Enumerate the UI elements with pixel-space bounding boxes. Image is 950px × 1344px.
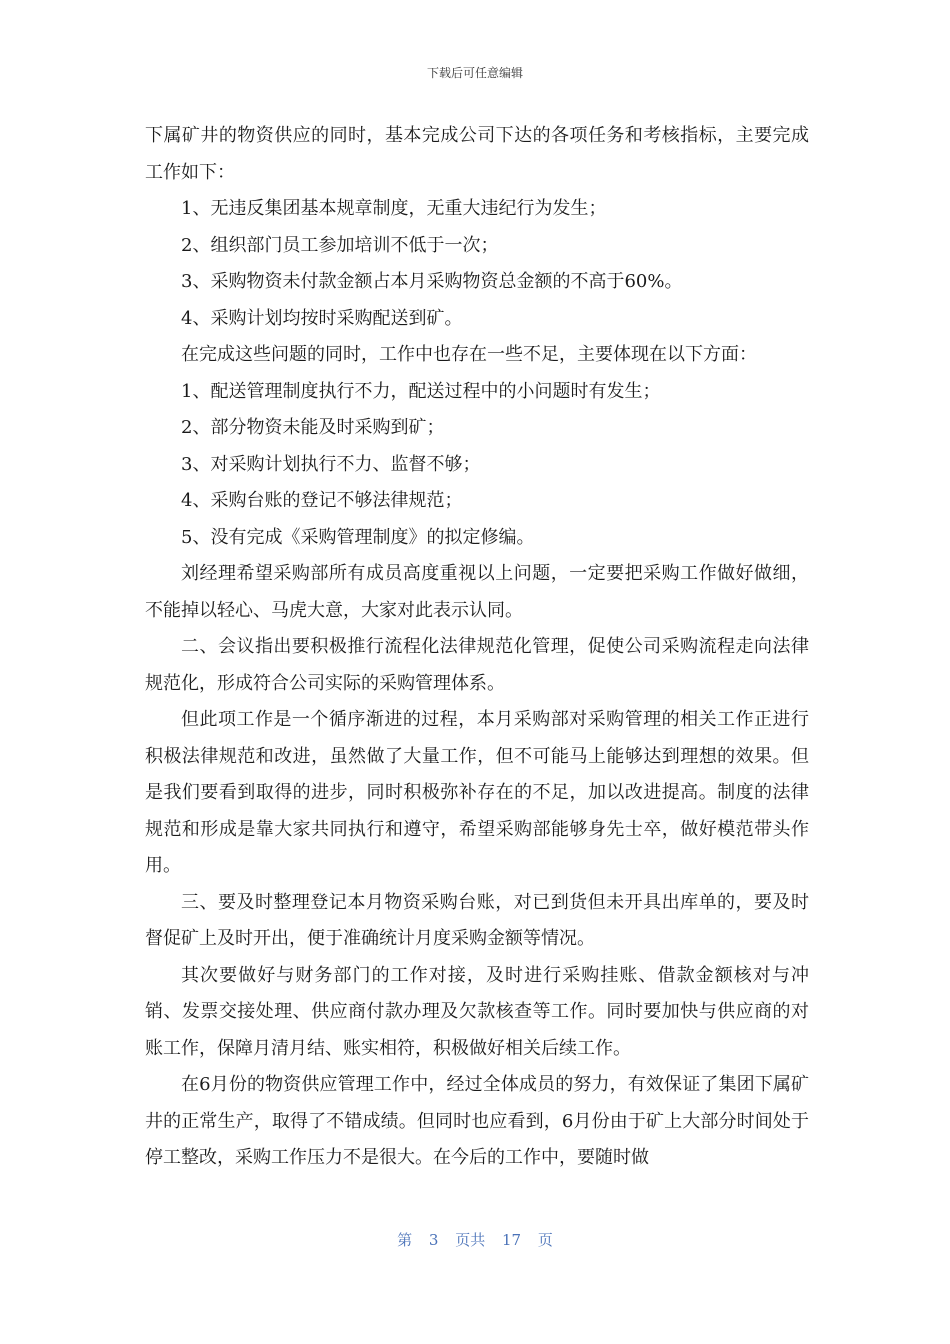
paragraph: 1、配送管理制度执行不力，配送过程中的小问题时有发生； (181, 380, 661, 402)
page-footer (0, 1229, 950, 1250)
paragraph: 4、采购计划均按时采购配送到矿。 (181, 307, 463, 329)
paragraph: 三、要及时整理登记本月物资采购台账，对已到货但未开具出库单的，要及时督促矿上及时开出，便于准确统计月度采购金额等情况。 (145, 891, 809, 949)
document-body (145, 118, 809, 1177)
paragraph: 在完成这些问题的同时，工作中也存在一些不足，主要体现在以下方面： (181, 344, 757, 365)
paragraph: 刘经理希望采购部所有成员高度重视以上问题，一定要把采购工作做好做细，不能掉以轻心、马虎大意，大家对此表示认同。 (145, 563, 809, 621)
footer-current-page: 3 (428, 1231, 439, 1249)
paragraph: 3、采购物资未付款金额占本月采购物资总金额的不高于60%。 (181, 271, 683, 292)
paragraph: 下属矿井的物资供应的同时，基本完成公司下达的各项任务和考核指标，主要完成工作如下： (145, 125, 809, 183)
footer-label-end: 页 (537, 1231, 553, 1249)
paragraph: 其次要做好与财务部门的工作对接，及时进行采购挂账、借款金额核对与冲销、发票交接处理、供应商付款办理及欠款核查等工作。同时要加快与供应商的对账工作，保障月清月结、账实相符，积极做好相关后续工作。 (145, 964, 809, 1059)
page-header: 下载后可任意编辑 (426, 66, 523, 80)
paragraph: 二、会议指出要积极推行流程化法律规范化管理，促使公司采购流程走向法律规范化，形成符合公司实际的采购管理体系。 (145, 636, 809, 694)
paragraph: 在6月份的物资供应管理工作中，经过全体成员的努力，有效保证了集团下属矿井的正常生产，取得了不错成绩。但同时也应看到，6月份由于矿上大部分时间处于停工整改，采购工作压力不是很大。在今后的工作中，要随时做 (145, 1074, 809, 1168)
paragraph: 5、没有完成《采购管理制度》的拟定修编。 (181, 526, 535, 548)
footer-total-pages: 17 (502, 1231, 522, 1249)
footer-label-of: 页共 (455, 1231, 486, 1249)
paragraph: 1、无违反集团基本规章制度，无重大违纪行为发生； (181, 198, 607, 219)
paragraph: 4、采购台账的登记不够法律规范； (181, 490, 463, 511)
paragraph: 2、部分物资未能及时采购到矿； (181, 417, 445, 438)
paragraph: 3、对采购计划执行不力、监督不够； (181, 453, 481, 475)
paragraph: 但此项工作是一个循序渐进的过程，本月采购部对采购管理的相关工作正进行积极法律规范和改进，虽然做了大量工作，但不可能马上能够达到理想的效果。但是我们要看到取得的进步，同时积极弥补存在的不足，加以改进提高。制度的法律规范和形成是靠大家共同执行和遵守，希望采购部能够身先士卒，做好模范带头作用。 (145, 709, 809, 876)
footer-label-page: 第 (397, 1231, 413, 1249)
paragraph: 2、组织部门员工参加培训不低于一次； (181, 234, 499, 256)
